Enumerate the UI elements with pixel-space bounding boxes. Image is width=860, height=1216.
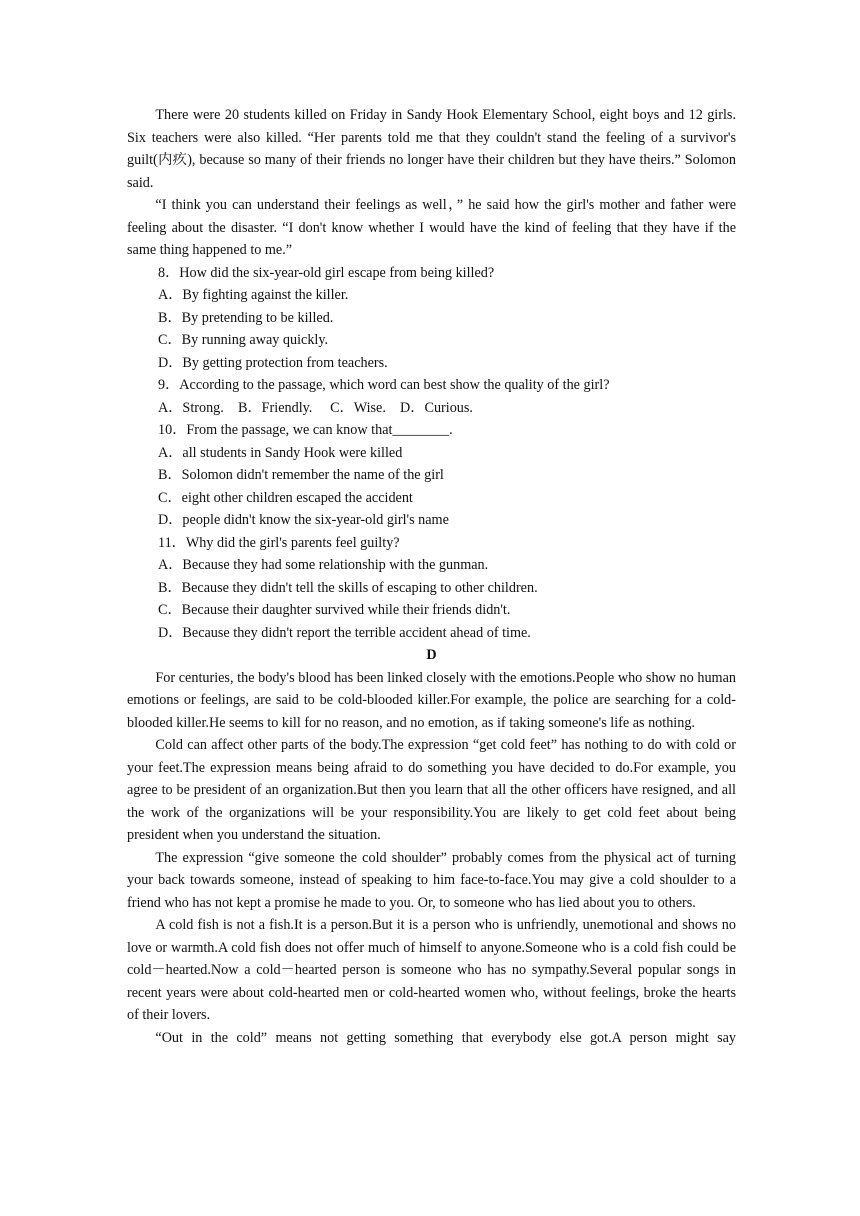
answer-option: D．Because they didn't report the terrible accident ahead of time. <box>158 624 531 641</box>
answer-option: C．eight other children escaped the accident <box>158 489 413 506</box>
answer-option: C．Because their daughter survived while their friends didn't. <box>158 602 511 618</box>
passage-paragraph: The expression “give someone the cold shoulder” probably comes from the physical act of turning your back towards someone, instead of speaking to him face-to-face.You may give a cold shoulder to a friend who has not kept a promise he made to you. Or, to someone who has lied about you to others. <box>127 849 736 911</box>
section-heading: D <box>426 647 437 663</box>
question-10 <box>127 419 736 532</box>
answer-option: A．all students in Sandy Hook were killed <box>158 444 403 461</box>
answer-option: A．By fighting against the killer. <box>158 287 349 303</box>
answer-option: B．By pretending to be killed. <box>158 309 334 326</box>
answer-option: A．Because they had some relationship with the gunman. <box>158 557 489 573</box>
question-stem: 10．From the passage, we can know that________. <box>158 422 453 438</box>
document-page <box>127 104 736 1049</box>
passage-paragraph: “Out in the cold” means not getting something that everybody else got.A person might say <box>155 1029 736 1046</box>
question-stem: 8．How did the six-year-old girl escape from being killed? <box>158 264 495 281</box>
question-8 <box>127 262 736 375</box>
answer-option: D．By getting protection from teachers. <box>158 354 388 371</box>
answer-option: D．people didn't know the six-year-old girl's name <box>158 512 449 528</box>
answer-option: B．Solomon didn't remember the name of the girl <box>158 467 444 483</box>
answer-options-inline: A．Strong. B．Friendly. C．Wise. D．Curious. <box>158 399 473 416</box>
question-11 <box>127 532 736 645</box>
passage-paragraph: Cold can affect other parts of the body.The expression “get cold feet” has nothing to do with cold or your feet.The expression means being afraid to do something you have decided to do.For example, you agree to be president of an organization.But then you learn that all the other officers have resigned, and all the work of the organizations will be your responsibility.You are likely to get cold feet about being president when you understand the situation. <box>127 737 736 843</box>
passage-paragraph: For centuries, the body's blood has been linked closely with the emotions.People who show no human emotions or feelings, are said to be cold-blooded killer.For example, the police are searching for a cold-blooded killer.He seems to kill for no reason, and no emotion, as if taking someone's life as nothing. <box>127 669 736 731</box>
answer-option: B．Because they didn't tell the skills of escaping to other children. <box>158 579 538 596</box>
passage-paragraph: There were 20 students killed on Friday in Sandy Hook Elementary School, eight boys and 12 girls. Six teachers were also killed. “Her parents told me that they couldn't stand the feeling of a survivor's guilt(内疚), because so many of their friends no longer have their children but they have theirs.” Solomon said. <box>127 107 736 191</box>
question-9 <box>127 374 736 419</box>
passage-paragraph: “I think you can understand their feelings as well，” he said how the girl's mother and father were feeling about the disaster. “I don't know whether I would have the kind of feeling that they have if the same thing happened to me.” <box>127 197 736 258</box>
question-stem: 11．Why did the girl's parents feel guilty? <box>158 534 400 551</box>
passage-paragraph: A cold fish is not a fish.It is a person.But it is a person who is unfriendly, unemotional and shows no love or warmth.A cold fish does not offer much of himself to anyone.Someone who is a cold fish could be cold－hearted.Now a cold－hearted person is someone who has no sympathy.Several popular songs in recent years were about cold-hearted men or cold-hearted women who, without feelings, broke the hearts of their lovers. <box>127 917 736 1023</box>
answer-option: C．By running away quickly. <box>158 332 329 348</box>
question-stem: 9．According to the passage, which word can best show the quality of the girl? <box>158 377 610 393</box>
